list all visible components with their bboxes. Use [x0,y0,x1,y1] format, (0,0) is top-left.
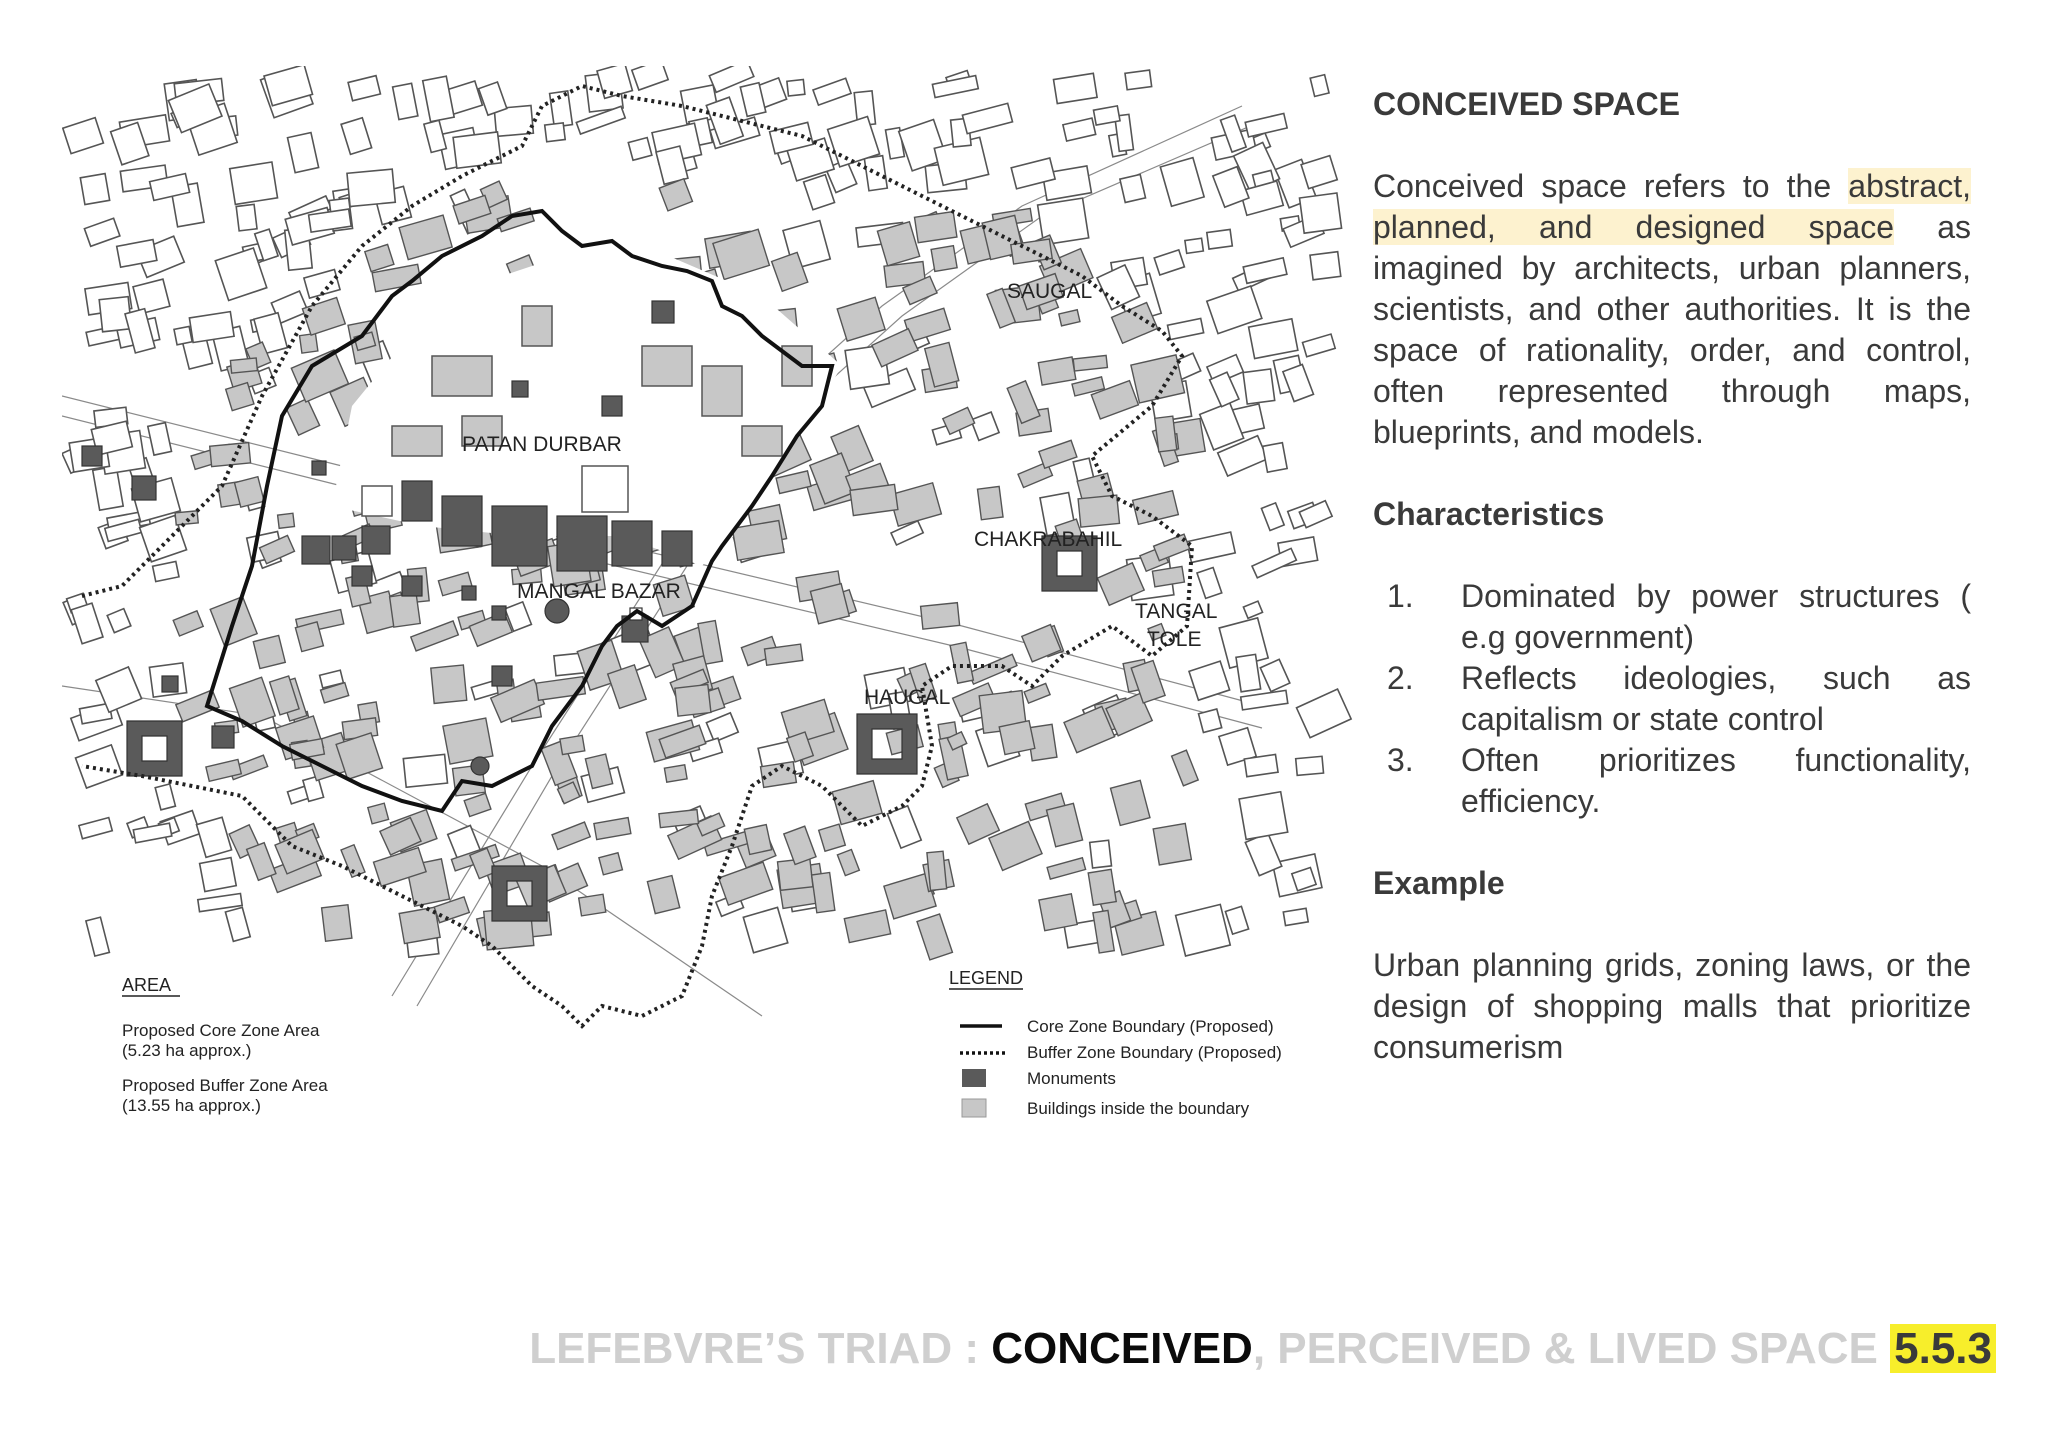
building-block [1296,756,1324,775]
building-block [1297,689,1352,738]
building-block [63,118,104,154]
building-block [1243,258,1287,284]
building-block [174,326,192,344]
building-block [236,204,257,231]
area-title: AREA [122,975,172,995]
building-block [917,914,952,960]
building-block [210,443,251,467]
example-paragraph: Urban planning grids, zoning laws, or the design of shopping malls that prioritize consumerism [1373,947,1971,1065]
building-block [431,665,467,703]
footer-title-part3: , PERCEIVED & LIVED SPACE [1252,1324,1891,1373]
building-block [365,244,394,271]
building-block [1090,840,1112,868]
legend-item-core: Core Zone Boundary (Proposed) [1027,1017,1274,1036]
list-item-text: Dominated by power structures ( e.g government) [1461,578,1971,655]
building-block [706,713,738,742]
building-block [784,826,816,864]
building-block [197,817,232,857]
building-block [390,593,421,627]
building-block [599,853,623,875]
building-block [175,511,198,525]
label-haugal: HAUGAL [864,686,951,709]
building-block [278,513,295,528]
building-block [347,169,395,206]
building-block [1059,310,1080,326]
building-block [1155,416,1177,452]
building-block [1094,106,1121,125]
building-block [1185,238,1203,253]
footer-title-conceived: CONCEIVED [991,1324,1253,1373]
building-block [743,907,787,952]
building-block [1189,661,1230,700]
building-block [1039,894,1077,931]
building-block [664,765,687,782]
building-block [148,423,172,456]
footer-title-part1: LEFEBVRE’S TRIAD : [529,1324,992,1373]
list-item-number: 3. [1387,742,1414,778]
building-block [1120,174,1146,202]
building-block [1154,250,1184,275]
building-block [1244,754,1278,776]
label-tangal: TANGAL [1135,600,1218,623]
building-block [560,735,585,754]
label-chakrabahil: CHAKRABAHIL [974,528,1123,551]
label-tole: TOLE [1147,628,1202,651]
example-heading: Example [1373,865,1505,901]
building-block [368,803,389,824]
building-block [423,76,454,121]
label-saugal: SAUGAL [1007,280,1093,303]
list-item [1373,658,1971,740]
building-block [887,806,921,848]
building-block [1176,904,1231,956]
building-block [813,78,851,105]
building-block [1283,364,1314,401]
building-block [1172,750,1199,786]
building-block [891,521,923,545]
building-block [464,793,491,816]
building-block [837,297,885,341]
building-block [1024,683,1050,703]
building-block [341,118,372,155]
intro-paragraph [1373,166,1971,453]
page-footer [529,1324,1996,1374]
building-block [1187,532,1235,562]
label-patan-durbar: PATAN DURBAR [462,433,622,456]
building-block [1239,792,1288,840]
building-block [1207,229,1233,249]
building-block [1241,690,1288,709]
building-block [921,603,960,629]
building-block [1168,318,1204,339]
building-block [1236,654,1261,691]
building-block [1073,355,1107,371]
building-block [915,212,957,243]
building-block [962,103,1012,133]
building-block [1310,252,1341,280]
legend-item-buildings: Buildings inside the boundary [1027,1099,1250,1118]
building-block [322,905,352,942]
building-block [1197,567,1222,598]
building-block [608,665,646,709]
building-block [732,521,784,561]
building-block [819,824,846,851]
building-block [189,312,234,343]
building-block [411,621,459,651]
area-core-line1: Proposed Core Zone Area [122,1021,320,1040]
building-block [302,297,345,335]
building-block [1283,908,1308,925]
characteristics-list [1373,576,1971,822]
characteristics-heading: Characteristics [1373,496,1605,532]
building-block [943,407,975,434]
building-block [550,91,573,127]
building-block [787,80,805,96]
building-block [235,477,265,507]
building-block [1243,369,1275,404]
building-block [424,120,446,152]
legend [949,968,1282,1118]
building-block [971,412,999,440]
building-block [744,825,771,855]
building-block [1007,381,1040,423]
building-block [300,333,318,353]
building-block [776,471,811,494]
building-block [453,132,501,168]
building-block [288,133,319,173]
building-block [950,642,973,683]
area-buffer-line1: Proposed Buffer Zone Area [122,1076,328,1095]
building-block [999,721,1035,755]
legend-title: LEGEND [949,968,1024,988]
building-block [552,822,590,849]
building-block [200,858,237,892]
building-block [1252,548,1296,577]
building-block [153,561,179,581]
area-box [122,975,328,1115]
building-block [927,851,947,890]
legend-building-swatch [962,1099,986,1117]
building-block [1243,601,1262,618]
building-block [1300,193,1342,233]
building-block [1088,869,1116,905]
building-block [443,718,493,764]
intro-text-2: as imagined by architects, urban planners, scientists, and other authorities. It is the space of rationality, order, and control, often represented through maps, blueprints, and models. [1373,209,1971,450]
intro-highlight: abstract, planned, and designed space [1373,168,1971,245]
building-block [1210,372,1239,407]
list-item-number: 1. [1387,578,1414,614]
building-block [253,635,285,668]
building-block [1054,73,1098,103]
building-block [133,279,170,314]
building-block [1249,319,1298,359]
building-block [1047,858,1085,879]
building-block [173,611,203,636]
building-block [71,603,103,644]
building-block [80,174,109,205]
building-block [1310,75,1329,97]
building-block [1301,156,1337,189]
building-block [931,246,957,272]
building-block [86,917,110,956]
building-block [247,843,276,881]
building-block [850,484,898,515]
legend-monument-swatch [962,1069,986,1087]
building-block [1047,803,1083,846]
site-map-drawing [62,66,1357,1146]
building-block [76,745,123,788]
building-block [1039,440,1077,468]
list-item-text: Often prioritizes functionality, efficiency. [1461,742,1971,819]
building-block [864,156,887,191]
building-block [1303,334,1336,357]
building-block [1153,823,1191,865]
building-block [1225,906,1248,934]
label-mangal-bazar: MANGAL BAZAR [517,580,681,603]
list-item [1373,740,1971,822]
legend-item-buffer: Buffer Zone Boundary (Proposed) [1027,1043,1282,1062]
legend-item-monuments: Monuments [1027,1069,1116,1088]
intro-text-1: Conceived space refers to the [1373,168,1849,204]
building-block [1260,659,1290,691]
text-panel [1373,84,1971,1068]
building-block [155,784,175,810]
building-block [230,358,257,373]
building-block [675,685,711,717]
building-block [84,218,119,246]
list-item [1373,576,1971,658]
building-block [632,66,668,90]
building-block [1245,113,1287,136]
building-block [403,754,447,787]
area-core-line2: (5.23 ha approx.) [122,1041,252,1060]
building-block [1263,443,1287,473]
building-block [1160,158,1204,207]
building-block [479,82,507,115]
building-block [647,876,679,914]
building-block [837,850,859,876]
building-block [761,762,797,788]
building-block [393,83,418,119]
area-buffer-line2: (13.55 ha approx.) [122,1096,261,1115]
list-item-text: Reflects ideologies, such as capitalism or state control [1461,660,1971,737]
building-block [810,584,849,624]
building-block [628,138,652,161]
building-block [719,862,773,905]
building-block [348,76,380,101]
building-block [79,818,112,839]
building-block [579,894,606,916]
building-block [872,329,918,367]
page-number: 5.5.3 [1890,1324,1996,1373]
section-heading: CONCEIVED SPACE [1373,86,1681,122]
building-block [230,162,278,204]
building-block [978,486,1004,519]
building-block [1078,495,1119,527]
building-block [107,609,131,633]
building-block [176,690,219,722]
building-block [1199,709,1222,732]
building-block [594,818,631,840]
building-block [545,123,566,142]
site-map [62,66,1357,1146]
building-block [1125,70,1152,90]
building-block [1261,503,1284,531]
building-block [1111,780,1150,825]
building-block [1038,357,1076,385]
list-item-number: 2. [1387,660,1414,696]
building-block [844,910,890,943]
building-block [225,907,250,941]
building-block [1063,118,1096,141]
